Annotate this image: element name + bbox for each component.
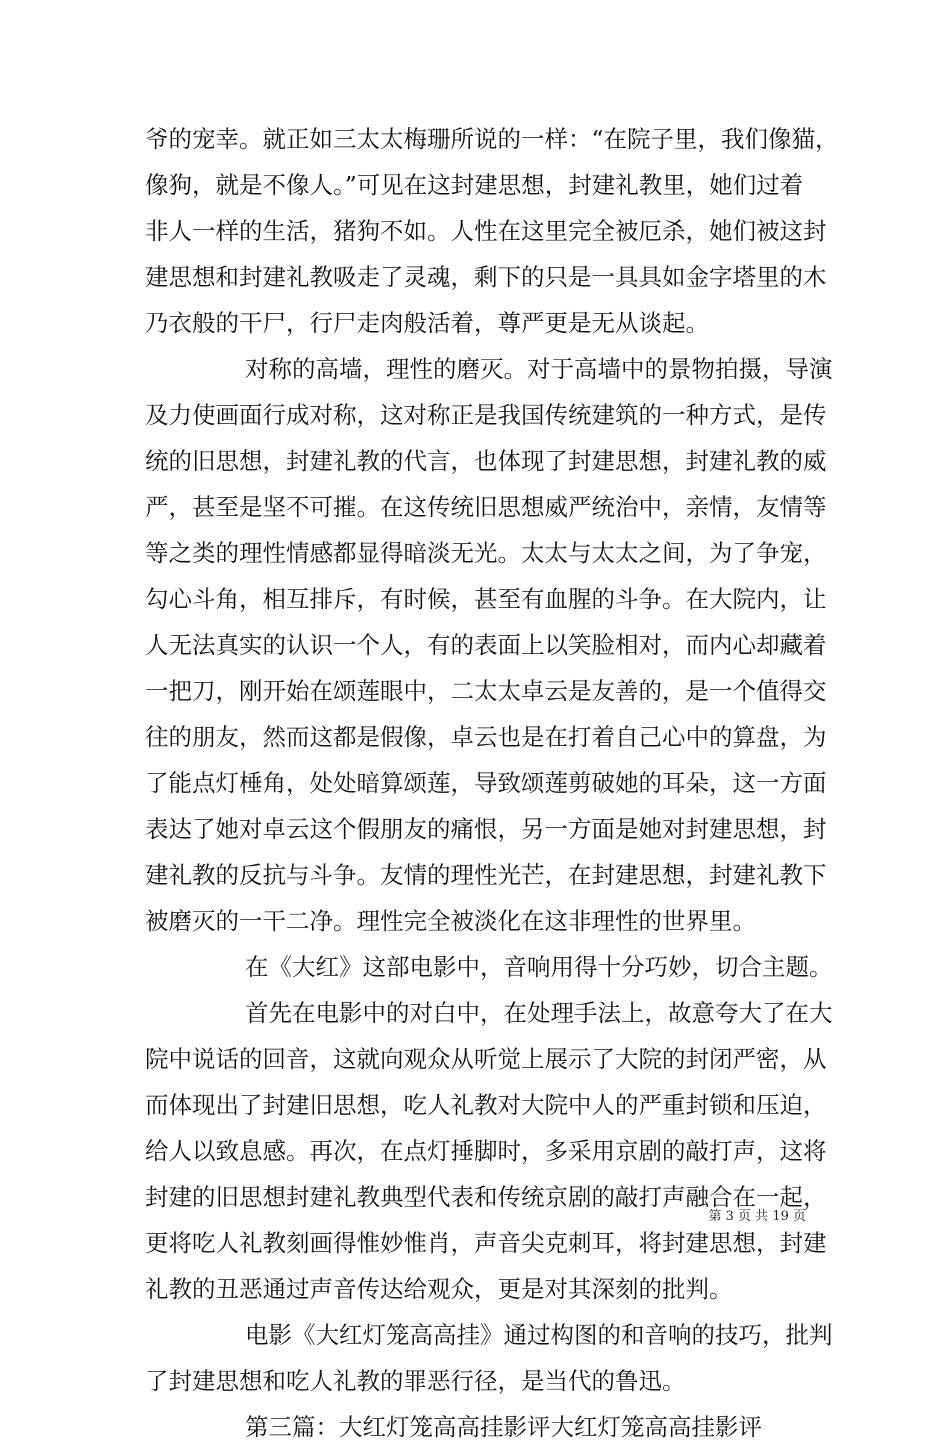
text-line: 礼教的丑恶通过声音传达给观众，更是对其深刻的批判。 (145, 1275, 733, 1303)
text-line: 建礼教的反抗与斗争。友情的理性光芒，在封建思想，封建礼教下 (145, 861, 827, 889)
text-line: 像狗，就是不像人。”可见在这封建思想，封建礼教里，她们过着 (145, 171, 804, 199)
paragraph-first-line: 电影《大红灯笼高高挂》通过构图的和音响的技巧，批判 (245, 1321, 833, 1349)
paragraph-first-line: 首先在电影中的对白中，在处理手法上，故意夸大了在大 (245, 999, 833, 1027)
section-heading: 第三篇：大红灯笼高高挂影评大红灯笼高高挂影评 (245, 1413, 762, 1441)
text-line: 人无法真实的认识一个人，有的表面上以笑脸相对，而内心却藏着 (145, 631, 827, 659)
text-line: 了封建思想和吃人礼教的罪恶行径，是当代的鲁迅。 (145, 1367, 686, 1395)
text-line: 等之类的理性情感都显得暗淡无光。太太与太太之间，为了争宠， (145, 539, 827, 567)
text-line: 严，甚至是坚不可摧。在这传统旧思想威严统治中，亲情，友情等 (145, 493, 827, 521)
text-line: 封建的旧思想封建礼教典型代表和传统京剧的敲打声融合在一起， (145, 1183, 827, 1211)
text-line: 勾心斗角，相互排斥，有时候，甚至有血腥的斗争。在大院内，让 (145, 585, 827, 613)
text-line: 院中说话的回音，这就向观众从听觉上展示了大院的封闭严密，从 (145, 1045, 827, 1073)
text-line: 而体现出了封建旧思想，吃人礼教对大院中人的严重封锁和压迫， (145, 1091, 827, 1119)
text-line: 往的朋友，然而这都是假像，卓云也是在打着自己心中的算盘，为 (145, 723, 827, 751)
text-line: 表达了她对卓云这个假朋友的痛恨，另一方面是她对封建思想，封 (145, 815, 827, 843)
paragraph-first-line: 在《大红》这部电影中，音响用得十分巧妙，切合主题。 (245, 953, 833, 981)
text-line: 了能点灯棰角，处处暗算颂莲，导致颂莲剪破她的耳朵，这一方面 (145, 769, 827, 797)
paragraph-first-line: 对称的高墙，理性的磨灭。对于高墙中的景物拍摄，导演 (245, 355, 833, 383)
text-line: 建思想和封建礼教吸走了灵魂，剩下的只是一具具如金字塔里的木 (145, 263, 827, 291)
text-line: 一把刀，刚开始在颂莲眼中，二太太卓云是友善的，是一个值得交 (145, 677, 827, 705)
text-line: 及力使画面行成对称，这对称正是我国传统建筑的一种方式，是传 (145, 401, 827, 429)
text-line: 统的旧思想，封建礼教的代言，也体现了封建思想，封建礼教的威 (145, 447, 827, 475)
text-line: 给人以致息感。再次，在点灯捶脚时，多采用京剧的敲打声，这将 (145, 1137, 827, 1165)
text-line: 非人一样的生活，猪狗不如。人性在这里完全被厄杀，她们被这封 (145, 217, 827, 245)
text-line: 被磨灭的一干二净。理性完全被淡化在这非理性的世界里。 (145, 907, 756, 935)
text-line: 爷的宠幸。就正如三太太梅珊所说的一样：“在院子里，我们像猫， (145, 125, 839, 153)
body-text (145, 116, 839, 1450)
text-line: 更将吃人礼教刻画得惟妙惟肖，声音尖克刺耳，将封建思想，封建 (145, 1229, 827, 1257)
page-number-footer: 第 3 页 共 19 页 (708, 1209, 806, 1224)
text-line: 乃衣般的干尸，行尸走肉般活着，尊严更是无从谈起。 (145, 309, 709, 337)
